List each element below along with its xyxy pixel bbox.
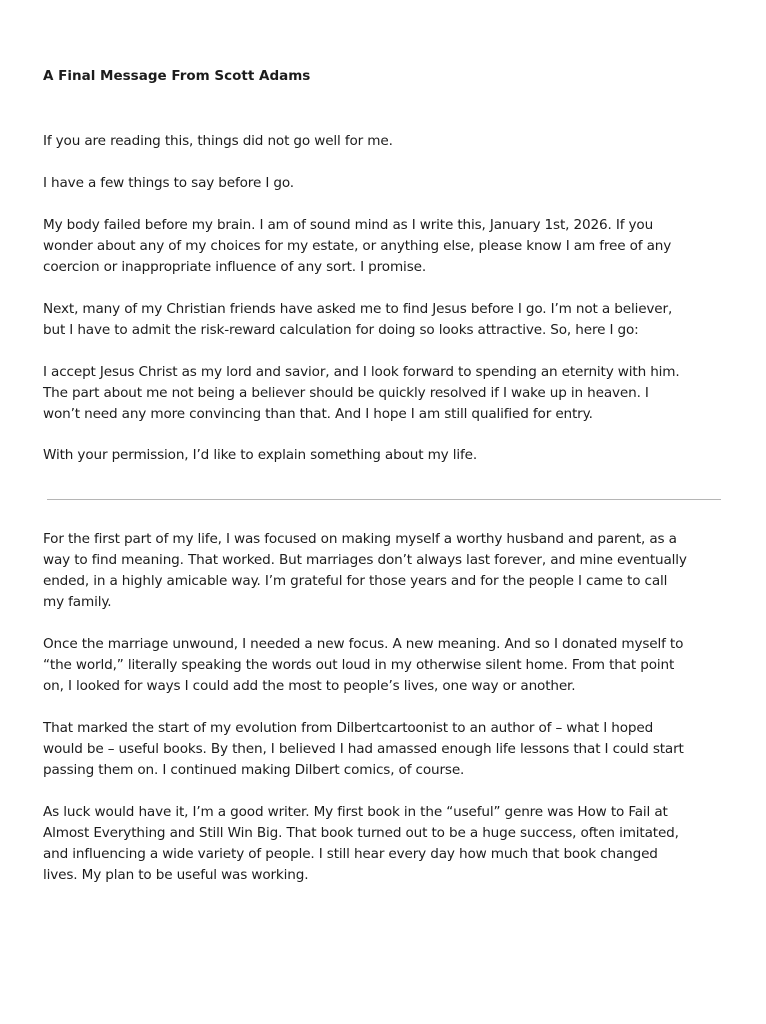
paragraph-line: won’t need any more convincing than that. And I hope I am still qualified for entry. — [43, 406, 593, 422]
paragraph-few-things — [43, 173, 733, 194]
paragraph-line: lives. My plan to be useful was working. — [43, 867, 309, 883]
paragraph-line: wonder about any of my choices for my estate, or anything else, please know I am free of any — [43, 238, 672, 254]
paragraph-line: but I have to admit the risk-reward calculation for doing so looks attractive. So, here I go: — [43, 322, 639, 338]
paragraph-line: The part about me not being a believer should be quickly resolved if I wake up in heaven. I — [43, 385, 649, 401]
page-title: A Final Message From Scott Adams — [43, 68, 311, 84]
paragraph-line: Once the marriage unwound, I needed a new focus. A new meaning. And so I donated myself to — [43, 636, 684, 652]
paragraph-good-writer — [43, 802, 733, 886]
paragraph-line: As luck would have it, I’m a good writer. My first book in the “useful” genre was How to Fail at — [43, 804, 668, 820]
paragraph-reading-this — [43, 131, 733, 152]
paragraph-line: ended, in a highly amicable way. I’m grateful for those years and for the people I came to call — [43, 573, 668, 589]
paragraph-line: way to find meaning. That worked. But marriages don’t always last forever, and mine eventually — [43, 552, 687, 568]
paragraph-sound-mind — [43, 215, 733, 278]
paragraph-line: I have a few things to say before I go. — [43, 175, 294, 191]
paragraph-line: on, I looked for ways I could add the most to people’s lives, one way or another. — [43, 678, 576, 694]
paragraph-first-part-of-life — [43, 529, 733, 613]
paragraph-evolution — [43, 718, 733, 781]
paragraph-permission — [43, 445, 733, 466]
paragraph-line: That marked the start of my evolution from Dilbertcartoonist to an author of – what I hoped — [43, 720, 654, 736]
paragraph-line: would be – useful books. By then, I believed I had amassed enough life lessons that I could start — [43, 741, 684, 757]
paragraph-line: passing them on. I continued making Dilbert comics, of course. — [43, 762, 465, 778]
paragraph-line: I accept Jesus Christ as my lord and savior, and I look forward to spending an eternity with him. — [43, 364, 680, 380]
paragraph-christian-friends — [43, 299, 733, 341]
section-divider — [47, 499, 721, 500]
paragraph-line: Next, many of my Christian friends have asked me to find Jesus before I go. I’m not a believer, — [43, 301, 673, 317]
paragraph-line: My body failed before my brain. I am of sound mind as I write this, January 1st, 2026. If you — [43, 217, 654, 233]
paragraph-line: and influencing a wide variety of people. I still hear every day how much that book changed — [43, 846, 658, 862]
paragraph-line: “the world,” literally speaking the words out loud in my otherwise silent home. From that point — [43, 657, 675, 673]
paragraph-line: For the first part of my life, I was focused on making myself a worthy husband and parent, as a — [43, 531, 677, 547]
paragraph-accept-jesus — [43, 362, 733, 425]
paragraph-line: If you are reading this, things did not go well for me. — [43, 133, 393, 149]
paragraph-line: coercion or inappropriate influence of any sort. I promise. — [43, 259, 427, 275]
paragraph-new-focus — [43, 634, 733, 697]
paragraph-line: Almost Everything and Still Win Big. That book turned out to be a huge success, often imitated, — [43, 825, 679, 841]
paragraph-line: my family. — [43, 594, 112, 610]
paragraph-line: With your permission, I’d like to explain something about my life. — [43, 447, 478, 463]
